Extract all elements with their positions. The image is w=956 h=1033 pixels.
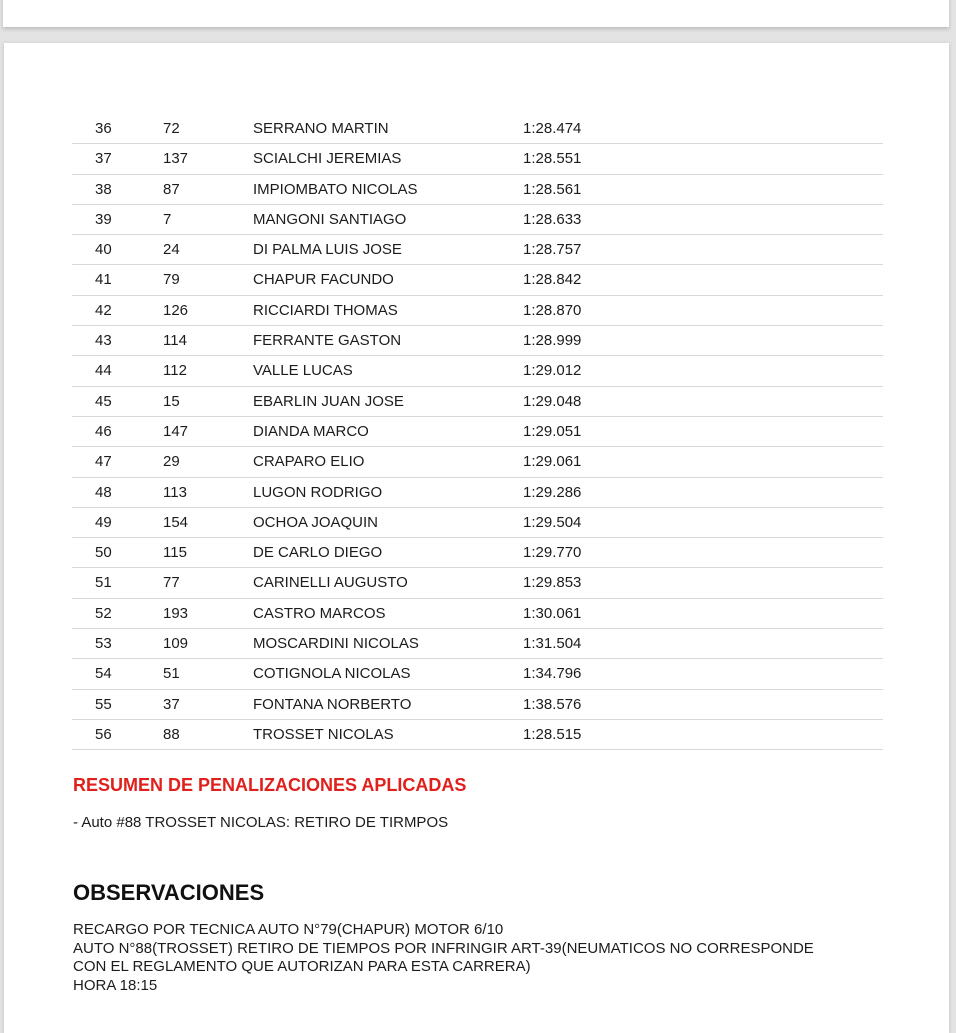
lap-time-cell: 1:28.757 bbox=[523, 241, 582, 259]
driver-name-cell: LUGON RODRIGO bbox=[253, 483, 383, 501]
position-cell: 47 bbox=[95, 453, 112, 471]
table-row bbox=[72, 538, 883, 568]
driver-name-cell: TROSSET NICOLAS bbox=[253, 725, 394, 743]
table-row bbox=[72, 659, 883, 689]
car-number-cell: 154 bbox=[163, 513, 189, 531]
lap-time-cell: 1:28.561 bbox=[523, 180, 582, 198]
table-row bbox=[72, 387, 883, 417]
lap-time-cell: 1:28.999 bbox=[523, 332, 582, 350]
results-table bbox=[72, 114, 883, 750]
driver-name-cell: SCIALCHI JEREMIAS bbox=[253, 150, 402, 168]
observation-line: HORA 18:15 bbox=[73, 976, 158, 994]
lap-time-cell: 1:29.770 bbox=[523, 544, 582, 562]
table-row bbox=[72, 417, 883, 447]
driver-name-cell: RICCIARDI THOMAS bbox=[253, 301, 398, 319]
table-row bbox=[72, 478, 883, 508]
car-number-cell: 193 bbox=[163, 604, 189, 622]
table-row bbox=[72, 356, 883, 386]
lap-time-cell: 1:28.870 bbox=[523, 301, 582, 319]
driver-name-cell: DIANDA MARCO bbox=[253, 422, 369, 440]
penalty-item: - Auto #88 TROSSET NICOLAS: RETIRO DE TIRMPOS bbox=[73, 814, 449, 831]
position-cell: 36 bbox=[95, 120, 112, 137]
position-cell: 54 bbox=[95, 665, 112, 683]
lap-time-cell: 1:29.012 bbox=[523, 362, 582, 380]
driver-name-cell: EBARLIN JUAN JOSE bbox=[253, 392, 404, 410]
position-cell: 41 bbox=[95, 271, 112, 289]
table-row bbox=[72, 720, 883, 750]
position-cell: 43 bbox=[95, 332, 112, 350]
table-row bbox=[72, 296, 883, 326]
car-number-cell: 126 bbox=[163, 301, 189, 319]
driver-name-cell: CARINELLI AUGUSTO bbox=[253, 574, 408, 592]
position-cell: 45 bbox=[95, 392, 112, 410]
lap-time-cell: 1:29.048 bbox=[523, 392, 582, 410]
driver-name-cell: DE CARLO DIEGO bbox=[253, 544, 383, 562]
car-number-cell: 87 bbox=[163, 180, 180, 198]
driver-name-cell: CASTRO MARCOS bbox=[253, 604, 386, 622]
position-cell: 49 bbox=[95, 513, 112, 531]
table-row bbox=[72, 175, 883, 205]
car-number-cell: 109 bbox=[163, 635, 189, 653]
position-cell: 39 bbox=[95, 210, 112, 228]
position-cell: 37 bbox=[95, 150, 112, 168]
lap-time-cell: 1:28.551 bbox=[523, 150, 582, 168]
lap-time-cell: 1:29.061 bbox=[523, 453, 582, 471]
table-row bbox=[72, 629, 883, 659]
car-number-cell: 114 bbox=[163, 332, 187, 350]
table-row bbox=[72, 599, 883, 629]
driver-name-cell: CHAPUR FACUNDO bbox=[253, 271, 394, 289]
lap-time-cell: 1:31.504 bbox=[523, 635, 582, 653]
car-number-cell: 15 bbox=[163, 392, 180, 410]
driver-name-cell: MANGONI SANTIAGO bbox=[253, 210, 407, 228]
observations-title: OBSERVACIONES bbox=[73, 880, 265, 905]
lap-time-cell: 1:34.796 bbox=[523, 665, 582, 683]
table-row bbox=[72, 326, 883, 356]
observation-line: CON EL REGLAMENTO QUE AUTORIZAN PARA ESTA CARRERA) bbox=[73, 958, 531, 975]
lap-time-cell: 1:29.051 bbox=[523, 422, 582, 440]
table-row bbox=[72, 265, 883, 295]
driver-name-cell: MOSCARDINI NICOLAS bbox=[253, 635, 419, 653]
car-number-cell: 113 bbox=[163, 483, 187, 501]
car-number-cell: 137 bbox=[163, 150, 189, 168]
car-number-cell: 88 bbox=[163, 725, 180, 743]
table-row bbox=[72, 144, 883, 174]
position-cell: 48 bbox=[95, 483, 112, 501]
lap-time-cell: 1:30.061 bbox=[523, 604, 582, 622]
car-number-cell: 112 bbox=[163, 362, 187, 380]
driver-name-cell: VALLE LUCAS bbox=[253, 362, 353, 380]
car-number-cell: 79 bbox=[163, 271, 180, 289]
lap-time-cell: 1:29.286 bbox=[523, 483, 582, 501]
lap-time-cell: 1:29.504 bbox=[523, 513, 582, 531]
car-number-cell: 29 bbox=[163, 453, 180, 471]
table-row bbox=[72, 114, 883, 144]
previous-page bbox=[3, 0, 949, 27]
table-row bbox=[72, 568, 883, 598]
driver-name-cell: IMPIOMBATO NICOLAS bbox=[253, 180, 418, 198]
position-cell: 44 bbox=[95, 362, 112, 380]
position-cell: 51 bbox=[95, 574, 112, 592]
car-number-cell: 37 bbox=[163, 695, 180, 713]
position-cell: 40 bbox=[95, 241, 112, 259]
position-cell: 53 bbox=[95, 635, 112, 653]
lap-time-cell: 1:28.474 bbox=[523, 120, 582, 137]
table-row bbox=[72, 235, 883, 265]
position-cell: 50 bbox=[95, 544, 112, 562]
driver-name-cell: FONTANA NORBERTO bbox=[253, 695, 412, 713]
table-row bbox=[72, 447, 883, 477]
observation-line: RECARGO POR TECNICA AUTO N°79(CHAPUR) MOTOR 6/10 bbox=[73, 921, 504, 938]
driver-name-cell: DI PALMA LUIS JOSE bbox=[253, 241, 402, 259]
position-cell: 42 bbox=[95, 301, 112, 319]
penalties-title: RESUMEN DE PENALIZACIONES APLICADAS bbox=[73, 775, 467, 795]
lap-time-cell: 1:28.842 bbox=[523, 271, 582, 289]
observation-line: AUTO N°88(TROSSET) RETIRO DE TIEMPOS POR INFRINGIR ART-39(NEUMATICOS NO CORRESPONDE bbox=[73, 939, 814, 957]
position-cell: 38 bbox=[95, 180, 112, 198]
car-number-cell: 51 bbox=[163, 665, 180, 683]
position-cell: 56 bbox=[95, 725, 112, 743]
table-row bbox=[72, 205, 883, 235]
car-number-cell: 147 bbox=[163, 422, 189, 440]
table-row bbox=[72, 690, 883, 720]
car-number-cell: 7 bbox=[163, 210, 172, 228]
lap-time-cell: 1:28.633 bbox=[523, 210, 582, 228]
position-cell: 55 bbox=[95, 695, 112, 713]
driver-name-cell: COTIGNOLA NICOLAS bbox=[253, 665, 411, 683]
car-number-cell: 115 bbox=[163, 544, 187, 562]
lap-time-cell: 1:29.853 bbox=[523, 574, 582, 592]
car-number-cell: 77 bbox=[163, 574, 180, 592]
lap-time-cell: 1:28.515 bbox=[523, 725, 582, 743]
lap-time-cell: 1:38.576 bbox=[523, 695, 582, 713]
position-cell: 46 bbox=[95, 422, 112, 440]
car-number-cell: 24 bbox=[163, 241, 180, 259]
car-number-cell: 72 bbox=[163, 120, 180, 137]
driver-name-cell: SERRANO MARTIN bbox=[253, 120, 389, 137]
position-cell: 52 bbox=[95, 604, 112, 622]
driver-name-cell: OCHOA JOAQUIN bbox=[253, 513, 379, 531]
observations-text bbox=[73, 921, 893, 995]
table-row bbox=[72, 508, 883, 538]
driver-name-cell: FERRANTE GASTON bbox=[253, 332, 402, 350]
driver-name-cell: CRAPARO ELIO bbox=[253, 453, 365, 471]
